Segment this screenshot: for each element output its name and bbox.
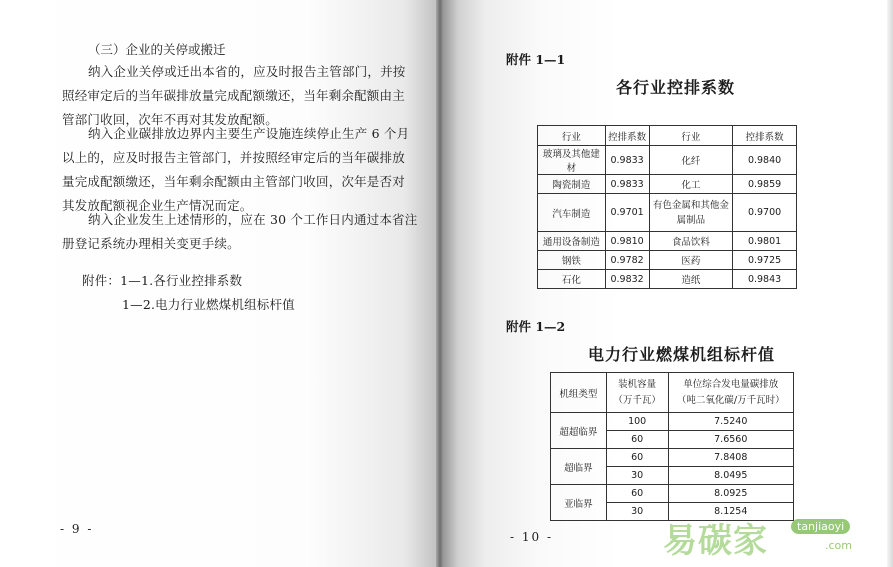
table-row <box>538 175 797 194</box>
table-row <box>538 251 797 270</box>
paragraph-line: 其发放配额视企业生产情况而定。 <box>62 198 253 213</box>
paragraph-line: 量完成配额缴还，当年剩余配额由主管部门收回，次年是否对 <box>62 174 405 189</box>
table1-header-cell: 控排系数 <box>605 126 649 146</box>
emission-coefficient-table <box>537 125 797 289</box>
right-page <box>440 0 893 567</box>
table-row <box>538 194 797 232</box>
table-cell: 0.9840 <box>733 146 797 175</box>
table-row <box>538 232 797 251</box>
table-cell: 食品饮料 <box>649 232 733 251</box>
attachment-line-2: 1—2.电力行业燃煤机组标杆值 <box>122 297 295 312</box>
table-cell: 60 <box>606 449 668 467</box>
paragraph-line: 纳入企业关停或迁出本省的，应及时报告主管部门，并按 <box>88 64 406 79</box>
table-row <box>538 270 797 289</box>
paragraph-line: 以上的，应及时报告主管部门，并按照经审定后的当年碳排放 <box>62 150 405 165</box>
table-cell: 化纤 <box>649 146 733 175</box>
coal-unit-benchmark-table <box>550 372 794 521</box>
table-cell: 玻璃及其他建材 <box>538 146 606 175</box>
table-cell: 60 <box>606 431 668 449</box>
paragraph-line: 纳入企业发生上述情形的，应在 30 个工作日内通过本省注 <box>88 212 418 227</box>
table2-header-text: （万千瓦） <box>613 394 661 406</box>
paragraph-line: 册登记系统办理相关变更手续。 <box>62 236 240 251</box>
table-cell: 100 <box>606 413 668 431</box>
table-cell: 7.5240 <box>668 413 793 431</box>
table-cell: 7.8408 <box>668 449 793 467</box>
table-cell: 60 <box>606 485 668 503</box>
paragraph-line: 照经审定后的当年碳排放量完成配额缴还，当年剩余配额由主 <box>62 88 405 103</box>
table-cell: 0.9782 <box>605 251 649 270</box>
table2-header-text: 单位综合发电量碳排放 <box>683 378 779 390</box>
table-cell: 医药 <box>649 251 733 270</box>
table1-header-cell: 控排系数 <box>733 126 797 146</box>
table-cell: 7.6560 <box>668 431 793 449</box>
unit-type-cell: 亚临界 <box>551 485 607 521</box>
table-cell: 汽车制造 <box>538 194 606 232</box>
table-cell: 0.9725 <box>733 251 797 270</box>
table1-header-cell: 行业 <box>649 126 733 146</box>
page-edge <box>887 0 893 567</box>
page-number-left: - 9 - <box>60 522 94 536</box>
table-cell: 0.9833 <box>605 175 649 194</box>
attachment-2-label: 附件 1—2 <box>506 319 566 334</box>
table-cell: 8.1254 <box>668 503 793 521</box>
paragraph-line: 管部门收回，次年不再对其发放配额。 <box>62 112 278 127</box>
table-cell: 通用设备制造 <box>538 232 606 251</box>
table-cell: 0.9701 <box>605 194 649 232</box>
table-cell: 8.0495 <box>668 467 793 485</box>
table-cell: 0.9859 <box>733 175 797 194</box>
watermark-domain: tanjiaoyi <box>791 519 850 534</box>
table-row <box>551 485 794 503</box>
table2-title: 电力行业燃煤机组标杆值 <box>588 345 776 364</box>
watermark-text: 易碳家 <box>663 521 768 561</box>
table-cell: 0.9833 <box>605 146 649 175</box>
table-cell: 有色金属和其他金属制品 <box>649 194 733 232</box>
table2-header-cell <box>606 373 668 413</box>
table-row <box>538 146 797 175</box>
table-cell: 0.9832 <box>605 270 649 289</box>
table2-header-text: （吨二氧化碳/万千瓦时） <box>676 394 785 406</box>
table-cell: 钢铁 <box>538 251 606 270</box>
section-heading: （三）企业的关停或搬迁 <box>88 42 226 57</box>
table-cell: 0.9700 <box>733 194 797 232</box>
table2-header-cell <box>668 373 793 413</box>
table-cell: 8.0925 <box>668 485 793 503</box>
page-number-right: - 10 - <box>510 530 554 544</box>
watermark-suffix: .com <box>825 539 852 552</box>
table-cell: 30 <box>606 467 668 485</box>
table-cell: 化工 <box>649 175 733 194</box>
table-cell: 30 <box>606 503 668 521</box>
unit-type-cell: 超超临界 <box>551 413 607 449</box>
attachment-1-label: 附件 1—1 <box>506 52 566 67</box>
table-cell: 0.9810 <box>605 232 649 251</box>
table2-header-row <box>551 373 794 413</box>
table2-header-cell: 机组类型 <box>551 373 607 413</box>
table-cell: 石化 <box>538 270 606 289</box>
table-cell: 陶瓷制造 <box>538 175 606 194</box>
table-cell: 0.9843 <box>733 270 797 289</box>
attachment-line-1: 附件：1—1.各行业控排系数 <box>82 273 243 288</box>
watermark-logo <box>663 509 883 561</box>
table1-title: 各行业控排系数 <box>616 78 736 97</box>
book-gutter <box>436 0 444 567</box>
paragraph-line: 纳入企业碳排放边界内主要生产设施连续停止生产 6 个月 <box>88 126 410 141</box>
unit-type-cell: 超临界 <box>551 449 607 485</box>
table2-header-text: 装机容量 <box>618 378 657 390</box>
left-page <box>0 0 440 567</box>
table-row <box>551 449 794 467</box>
table-cell: 0.9801 <box>733 232 797 251</box>
table-cell: 造纸 <box>649 270 733 289</box>
table1-header-cell: 行业 <box>538 126 606 146</box>
table-row <box>551 413 794 431</box>
table1-header-row <box>538 126 797 146</box>
